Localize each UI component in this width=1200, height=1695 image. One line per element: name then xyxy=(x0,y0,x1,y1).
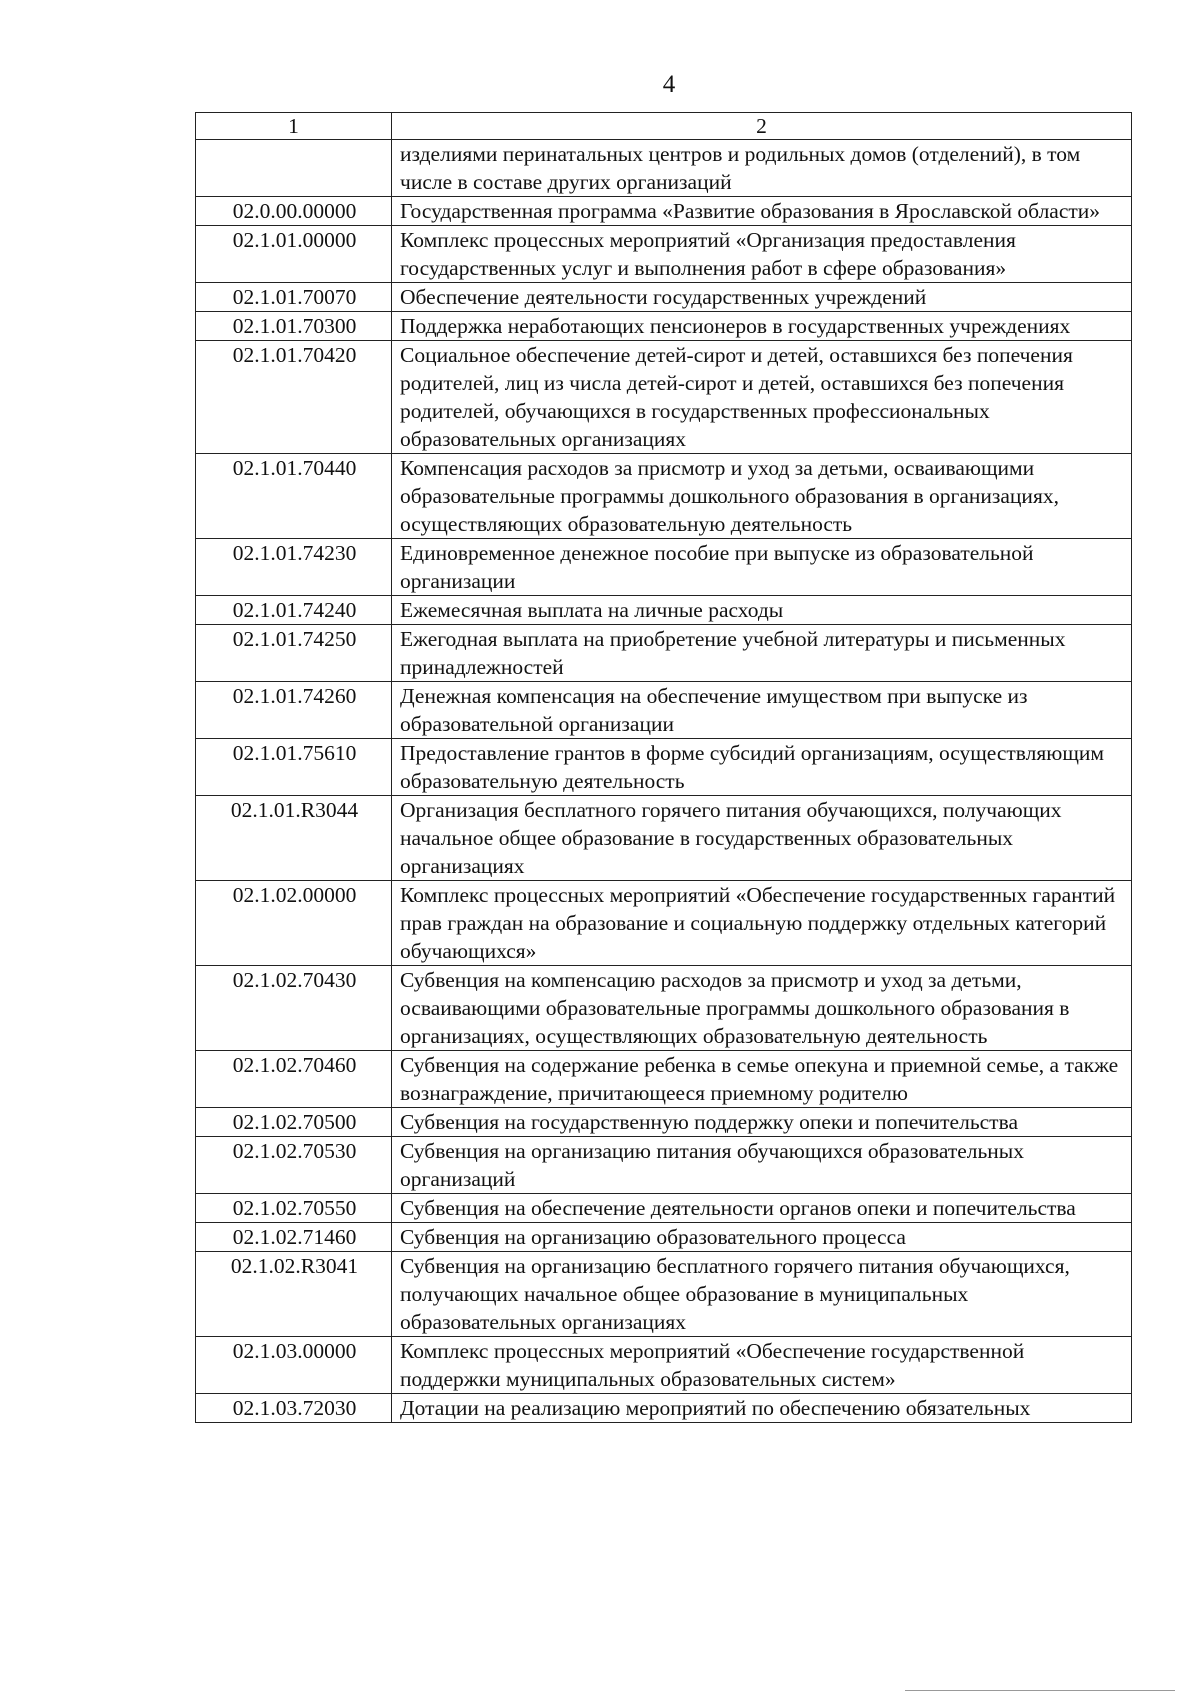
row-description: Дотации на реализацию мероприятий по обеспечению обязательных xyxy=(392,1394,1132,1423)
row-description: изделиями перинатальных центров и родильных домов (отделений), в том числе в составе других организаций xyxy=(392,140,1132,197)
row-code: 02.1.02.R3041 xyxy=(196,1252,392,1337)
table-row xyxy=(196,881,1132,966)
row-code: 02.1.01.70420 xyxy=(196,341,392,454)
row-code: 02.1.01.74250 xyxy=(196,625,392,682)
table-row xyxy=(196,1194,1132,1223)
row-code: 02.1.03.00000 xyxy=(196,1337,392,1394)
row-description: Государственная программа «Развитие образования в Ярославской области» xyxy=(392,197,1132,226)
table-row xyxy=(196,1394,1132,1423)
row-description: Субвенция на организацию питания обучающихся образовательных организаций xyxy=(392,1137,1132,1194)
row-description: Обеспечение деятельности государственных учреждений xyxy=(392,283,1132,312)
row-code: 02.1.02.70530 xyxy=(196,1137,392,1194)
row-code: 02.1.02.70500 xyxy=(196,1108,392,1137)
table-row xyxy=(196,966,1132,1051)
row-code: 02.0.00.00000 xyxy=(196,197,392,226)
table-row xyxy=(196,625,1132,682)
row-code: 02.1.03.72030 xyxy=(196,1394,392,1423)
row-code: 02.1.02.00000 xyxy=(196,881,392,966)
table-row xyxy=(196,539,1132,596)
page-number: 4 xyxy=(662,71,676,98)
row-description: Ежемесячная выплата на личные расходы xyxy=(392,596,1132,625)
row-code: 02.1.02.70430 xyxy=(196,966,392,1051)
row-code: 02.1.01.70070 xyxy=(196,283,392,312)
row-description: Субвенция на компенсацию расходов за присмотр и уход за детьми, осваивающими образовательные программы дошкольного образования в организациях, осуществляющих образовательную деятельность xyxy=(392,966,1132,1051)
table-row xyxy=(196,226,1132,283)
header-col-1: 1 xyxy=(196,113,392,140)
row-code: 02.1.01.74260 xyxy=(196,682,392,739)
row-code: 02.1.01.74240 xyxy=(196,596,392,625)
row-description: Субвенция на государственную поддержку опеки и попечительства xyxy=(392,1108,1132,1137)
table-row xyxy=(196,596,1132,625)
table-row xyxy=(196,1252,1132,1337)
row-description: Единовременное денежное пособие при выпуске из образовательной организации xyxy=(392,539,1132,596)
row-description: Комплекс процессных мероприятий «Обеспечение государственной поддержки муниципальных образовательных систем» xyxy=(392,1337,1132,1394)
row-description: Компенсация расходов за присмотр и уход за детьми, осваивающими образовательные программы дошкольного образования в организациях, осуществляющих образовательную деятельность xyxy=(392,454,1132,539)
table-row xyxy=(196,1223,1132,1252)
table-row xyxy=(196,739,1132,796)
row-code xyxy=(196,140,392,197)
budget-classification-table xyxy=(195,112,1132,1423)
row-code: 02.1.01.70440 xyxy=(196,454,392,539)
row-description: Поддержка неработающих пенсионеров в государственных учреждениях xyxy=(392,312,1132,341)
table-row xyxy=(196,796,1132,881)
row-code: 02.1.01.R3044 xyxy=(196,796,392,881)
table-row xyxy=(196,1137,1132,1194)
row-code: 02.1.01.74230 xyxy=(196,539,392,596)
table-row xyxy=(196,197,1132,226)
table-row xyxy=(196,341,1132,454)
row-description: Организация бесплатного горячего питания обучающихся, получающих начальное общее образование в государственных образовательных организациях xyxy=(392,796,1132,881)
row-description: Социальное обеспечение детей-сирот и детей, оставшихся без попечения родителей, лиц из числа детей-сирот и детей, оставшихся без попечения родителей, обучающихся в государственных профессиональных образовательных организациях xyxy=(392,341,1132,454)
row-code: 02.1.02.70550 xyxy=(196,1194,392,1223)
table-row xyxy=(196,1337,1132,1394)
row-description: Субвенция на организацию бесплатного горячего питания обучающихся, получающих начальное общее образование в муниципальных образовательных организациях xyxy=(392,1252,1132,1337)
table-row xyxy=(196,283,1132,312)
table-row xyxy=(196,682,1132,739)
header-row xyxy=(196,113,1132,140)
row-code: 02.1.01.75610 xyxy=(196,739,392,796)
row-description: Субвенция на обеспечение деятельности органов опеки и попечительства xyxy=(392,1194,1132,1223)
row-code: 02.1.01.70300 xyxy=(196,312,392,341)
row-code: 02.1.02.71460 xyxy=(196,1223,392,1252)
row-code: 02.1.01.00000 xyxy=(196,226,392,283)
row-description: Комплекс процессных мероприятий «Организация предоставления государственных услуг и выполнения работ в сфере образования» xyxy=(392,226,1132,283)
row-code: 02.1.02.70460 xyxy=(196,1051,392,1108)
row-description: Комплекс процессных мероприятий «Обеспечение государственных гарантий прав граждан на образование и социальную поддержку отдельных категорий обучающихся» xyxy=(392,881,1132,966)
table-row xyxy=(196,1108,1132,1137)
table-row xyxy=(196,140,1132,197)
row-description: Субвенция на организацию образовательного процесса xyxy=(392,1223,1132,1252)
table-row xyxy=(196,1051,1132,1108)
table-body xyxy=(196,140,1132,1423)
table-header xyxy=(196,113,1132,140)
footer-divider xyxy=(905,1690,1175,1691)
row-description: Субвенция на содержание ребенка в семье опекуна и приемной семье, а также вознаграждение, причитающееся приемному родителю xyxy=(392,1051,1132,1108)
header-col-2: 2 xyxy=(392,113,1132,140)
row-description: Денежная компенсация на обеспечение имуществом при выпуске из образовательной организации xyxy=(392,682,1132,739)
table-row xyxy=(196,454,1132,539)
row-description: Ежегодная выплата на приобретение учебной литературы и письменных принадлежностей xyxy=(392,625,1132,682)
table-row xyxy=(196,312,1132,341)
row-description: Предоставление грантов в форме субсидий организациям, осуществляющим образовательную деятельность xyxy=(392,739,1132,796)
